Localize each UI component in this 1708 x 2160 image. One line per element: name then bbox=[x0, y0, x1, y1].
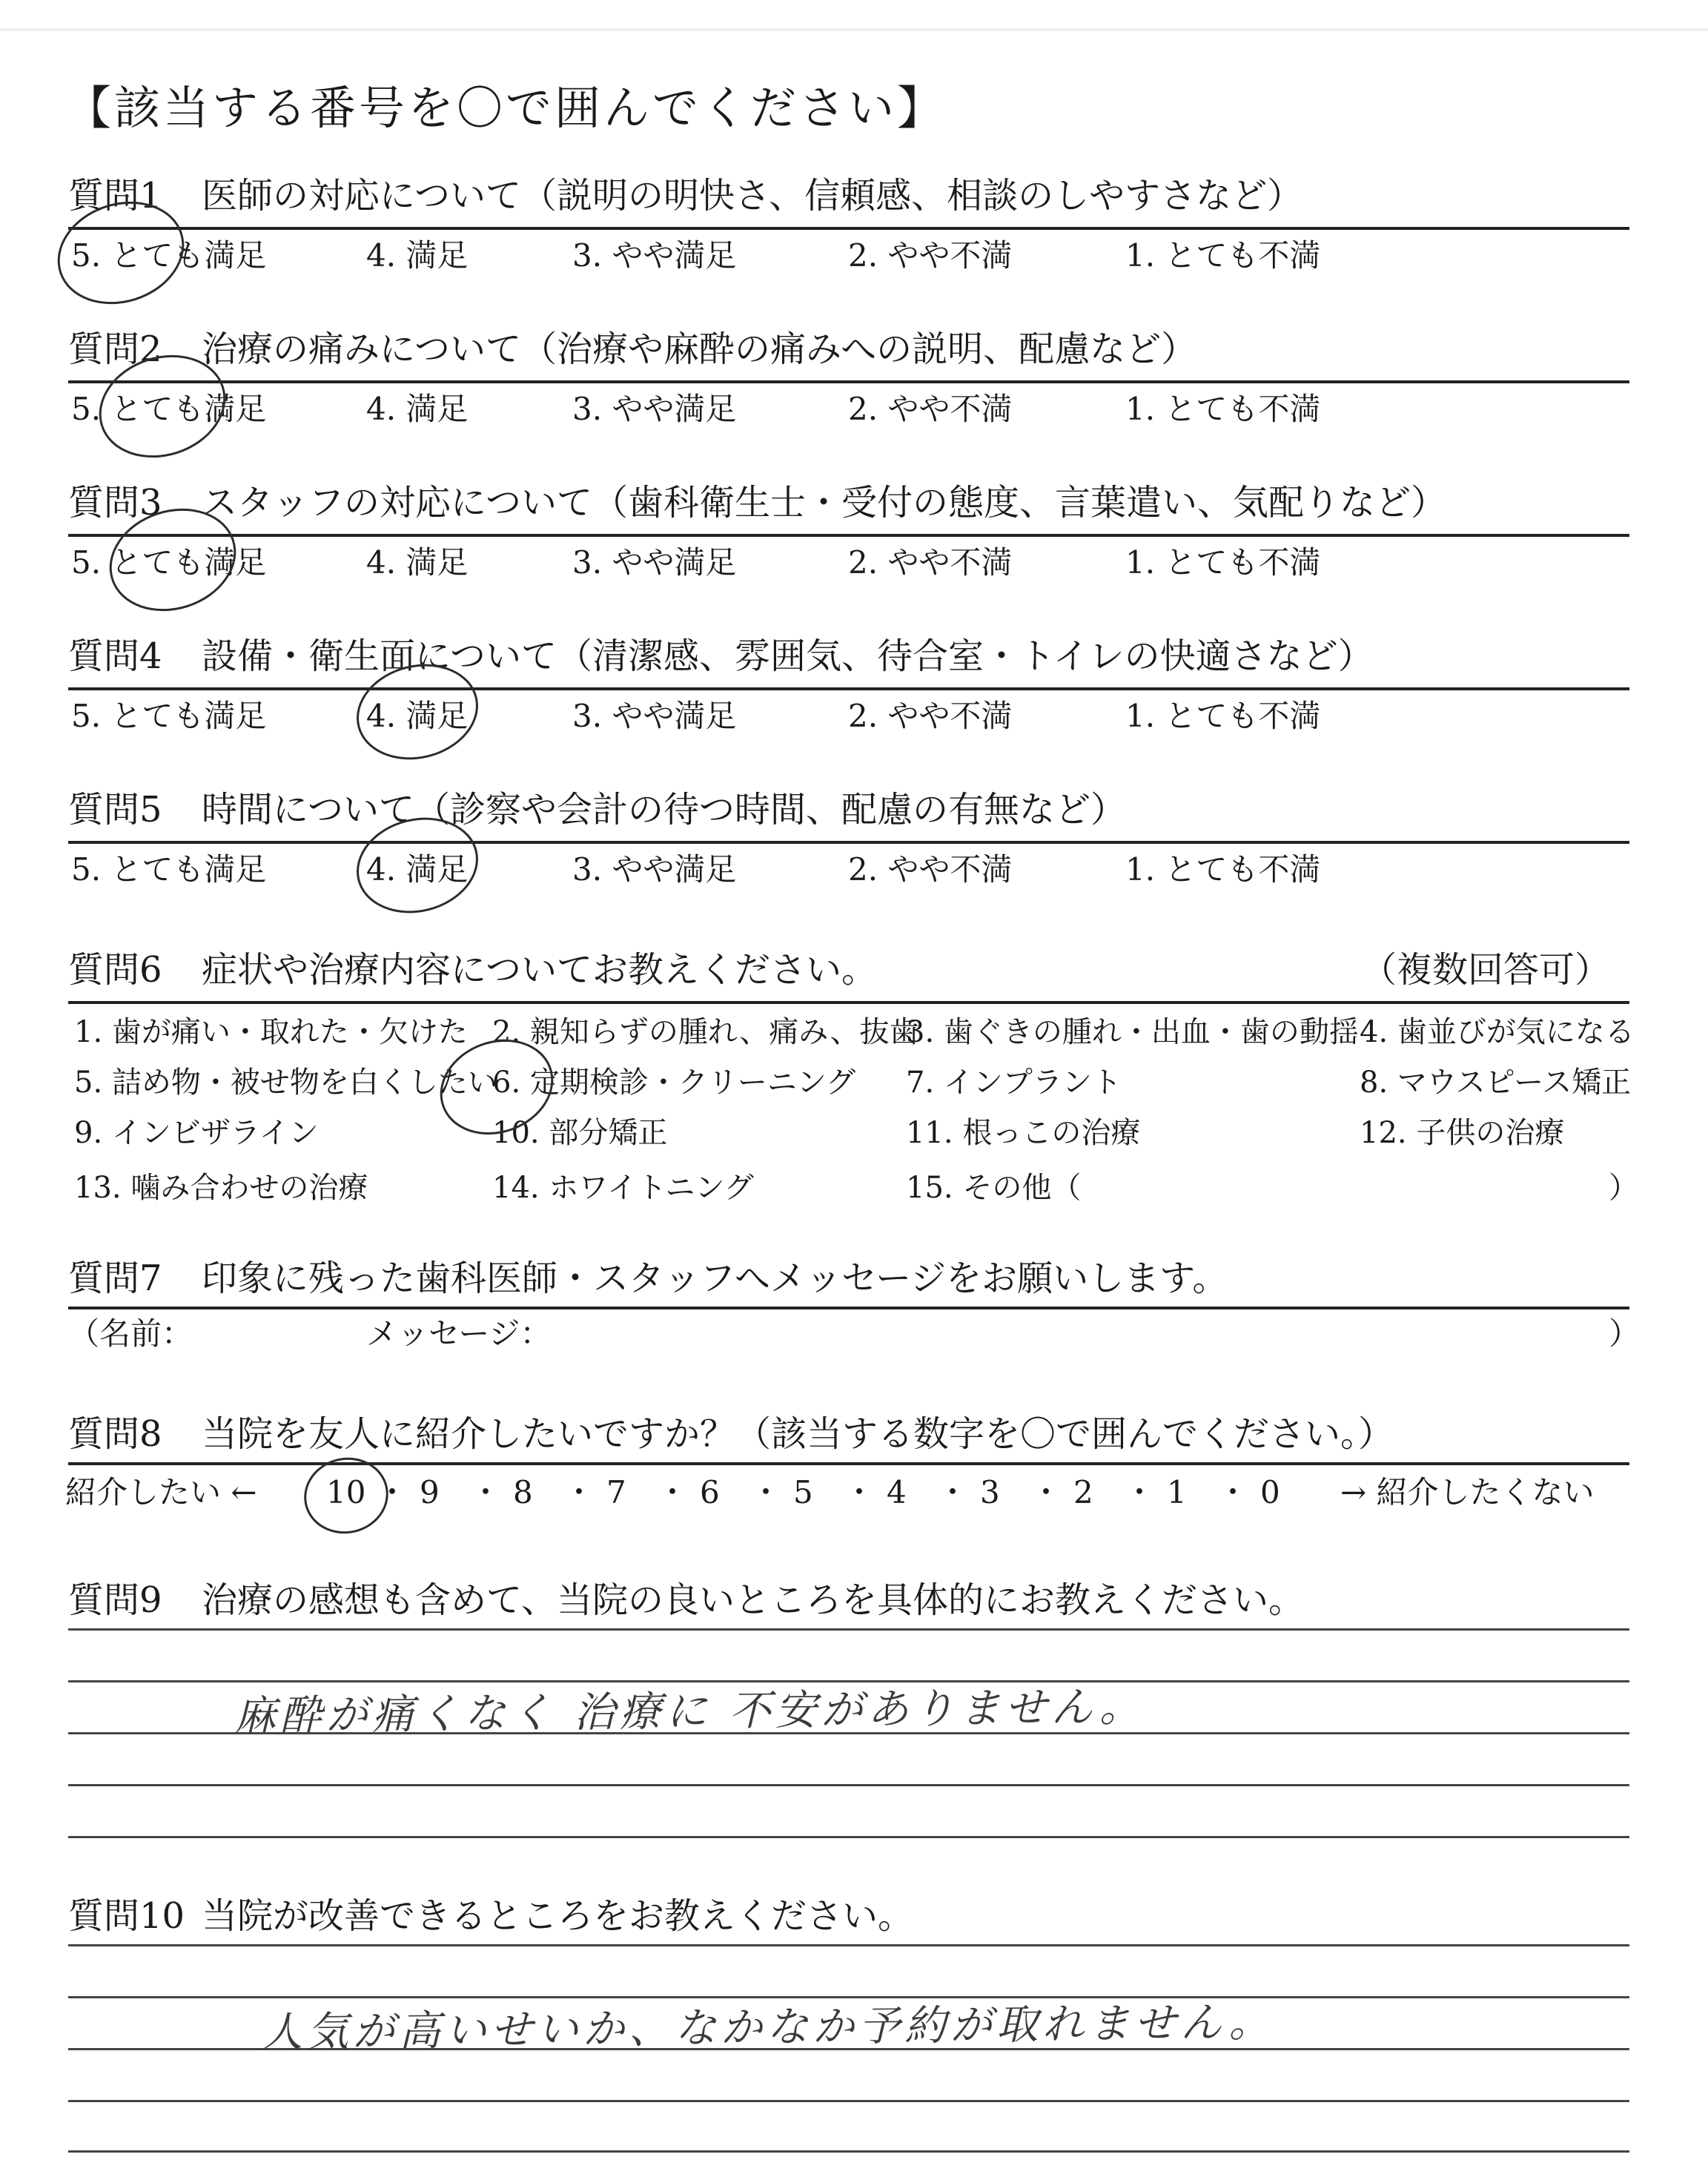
q6-number: 質問6 bbox=[68, 949, 162, 991]
q10-text: 当院が改善できるところをお教えください。 bbox=[202, 1895, 914, 1937]
q8-separator: ・ bbox=[844, 1474, 875, 1510]
scan-top-edge bbox=[0, 28, 1708, 31]
q3-rule bbox=[68, 534, 1629, 537]
q4-option-5[interactable]: 5. とても満足 bbox=[71, 698, 267, 734]
q6-rule bbox=[68, 1001, 1629, 1004]
q8-rule bbox=[68, 1462, 1629, 1465]
q5-number: 質問5 bbox=[68, 789, 162, 830]
q8-separator: ・ bbox=[1030, 1474, 1062, 1510]
q6-multiple-note: （複数回答可） bbox=[1361, 949, 1611, 991]
q6-option-5[interactable]: 5. 詰め物・被せ物を白くしたい bbox=[74, 1066, 497, 1100]
q6-option-2[interactable]: 2. 親知らずの腫れ、痛み、抜歯 bbox=[492, 1015, 919, 1049]
q10-heading bbox=[68, 1895, 914, 1937]
q8-score-5[interactable]: 5 bbox=[793, 1474, 813, 1510]
q10-line-4 bbox=[68, 2100, 1629, 2102]
q4-option-1[interactable]: 1. とても不満 bbox=[1125, 698, 1321, 734]
q3-option-3[interactable]: 3. やや満足 bbox=[572, 544, 737, 581]
q8-separator: ・ bbox=[377, 1474, 408, 1510]
q8-separator: ・ bbox=[1124, 1474, 1156, 1510]
q2-option-1[interactable]: 1. とても不満 bbox=[1125, 391, 1321, 427]
q1-text: 医師の対応について（説明の明快さ、信頼感、相談のしやすさなど） bbox=[202, 175, 1303, 217]
q6-option-13[interactable]: 13. 噛み合わせの治療 bbox=[74, 1171, 368, 1205]
q8-score-3[interactable]: 3 bbox=[980, 1474, 1000, 1510]
q4-heading bbox=[68, 635, 1374, 677]
q1-heading bbox=[68, 175, 1303, 217]
q6-text: 症状や治療内容についてお教えください。 bbox=[202, 949, 878, 991]
q8-number: 質問8 bbox=[68, 1413, 162, 1455]
q7-message-label: メッセージ： bbox=[366, 1315, 552, 1352]
q8-left-label: 紹介したい ← bbox=[65, 1474, 257, 1510]
q6-other-close: ） bbox=[1609, 1171, 1638, 1205]
q5-rule bbox=[68, 841, 1629, 844]
q8-separator: ・ bbox=[750, 1474, 782, 1510]
q9-handwritten-answer: 麻酔が痛くなく 治療に 不安がありません。 bbox=[234, 1682, 1146, 1741]
q3-option-2[interactable]: 2. やや不満 bbox=[848, 544, 1013, 581]
q8-separator: ・ bbox=[563, 1474, 595, 1510]
q2-option-5[interactable]: 5. とても満足 bbox=[71, 391, 267, 427]
q8-right-label: → 紹介したくない bbox=[1340, 1474, 1595, 1510]
q10-line-5 bbox=[68, 2150, 1629, 2153]
q8-score-2[interactable]: 2 bbox=[1073, 1474, 1093, 1510]
q1-option-1[interactable]: 1. とても不満 bbox=[1125, 237, 1321, 274]
q5-option-5[interactable]: 5. とても満足 bbox=[71, 851, 267, 888]
q7-text: 印象に残った歯科医師・スタッフへメッセージをお願いします。 bbox=[202, 1258, 1228, 1299]
q2-option-2[interactable]: 2. やや不満 bbox=[848, 391, 1013, 427]
q4-option-4[interactable]: 4. 満足 bbox=[366, 698, 469, 734]
q2-rule bbox=[68, 380, 1629, 383]
q4-rule bbox=[68, 687, 1629, 690]
q8-heading bbox=[68, 1413, 1394, 1455]
q8-score-8[interactable]: 8 bbox=[513, 1474, 533, 1510]
form-title: 【該当する番号を〇で囲んでください】 bbox=[65, 81, 947, 135]
q9-line-1 bbox=[68, 1628, 1629, 1631]
q6-option-9[interactable]: 9. インビザライン bbox=[74, 1116, 319, 1150]
q9-line-4 bbox=[68, 1784, 1629, 1786]
q2-option-4[interactable]: 4. 満足 bbox=[366, 391, 469, 427]
q3-option-4[interactable]: 4. 満足 bbox=[366, 544, 469, 581]
q10-line-1 bbox=[68, 1944, 1629, 1946]
q8-separator: ・ bbox=[657, 1474, 689, 1510]
q2-option-3[interactable]: 3. やや満足 bbox=[572, 391, 737, 427]
q6-option-12[interactable]: 12. 子供の治療 bbox=[1360, 1116, 1565, 1150]
q9-text: 治療の感想も含めて、当院の良いところを具体的にお教えください。 bbox=[202, 1579, 1305, 1621]
q3-option-5[interactable]: 5. とても満足 bbox=[71, 544, 267, 581]
q6-option-4[interactable]: 4. 歯並びが気になる bbox=[1360, 1015, 1635, 1049]
q8-text: 当院を友人に紹介したいですか？（該当する数字を〇で囲んでください。） bbox=[202, 1413, 1394, 1455]
q2-heading bbox=[68, 328, 1197, 370]
q5-option-4[interactable]: 4. 満足 bbox=[366, 851, 469, 888]
q7-name-label: （名前： bbox=[68, 1315, 193, 1352]
q8-score-6[interactable]: 6 bbox=[700, 1474, 720, 1510]
q7-rule bbox=[68, 1307, 1629, 1309]
q8-score-10[interactable]: 10 bbox=[326, 1474, 366, 1510]
q1-option-5[interactable]: 5. とても満足 bbox=[71, 237, 267, 274]
q6-option-11[interactable]: 11. 根っこの治療 bbox=[906, 1116, 1141, 1150]
q2-number: 質問2 bbox=[68, 328, 162, 370]
q5-heading bbox=[68, 789, 1127, 830]
q5-option-2[interactable]: 2. やや不満 bbox=[848, 851, 1013, 888]
q1-rule bbox=[68, 227, 1629, 230]
q5-text: 時間について（診察や会計の待つ時間、配慮の有無など） bbox=[202, 789, 1127, 830]
q4-text: 設備・衛生面について（清潔感、雰囲気、待合室・トイレの快適さなど） bbox=[202, 635, 1374, 677]
q9-line-5 bbox=[68, 1836, 1629, 1838]
q3-option-1[interactable]: 1. とても不満 bbox=[1125, 544, 1321, 581]
q3-text: スタッフの対応について（歯科衛生士・受付の態度、言葉遣い、気配りなど） bbox=[202, 482, 1447, 524]
q9-number: 質問9 bbox=[68, 1579, 162, 1621]
q10-number: 質問10 bbox=[68, 1895, 185, 1937]
q3-number: 質問3 bbox=[68, 482, 162, 524]
q6-option-7[interactable]: 7. インプラント bbox=[906, 1066, 1122, 1100]
q6-option-14[interactable]: 14. ホワイトニング bbox=[492, 1171, 754, 1205]
q1-option-4[interactable]: 4. 満足 bbox=[366, 237, 469, 274]
q8-score-0[interactable]: 0 bbox=[1260, 1474, 1280, 1510]
q4-option-2[interactable]: 2. やや不満 bbox=[848, 698, 1013, 734]
q8-score-9[interactable]: 9 bbox=[420, 1474, 440, 1510]
q6-heading bbox=[68, 949, 1611, 991]
q6-option-15[interactable]: 15. その他（ bbox=[906, 1171, 1082, 1205]
q6-option-3[interactable]: 3. 歯ぐきの腫れ・出血・歯の動揺 bbox=[906, 1015, 1359, 1049]
q8-separator: ・ bbox=[470, 1474, 502, 1510]
q8-score-7[interactable]: 7 bbox=[606, 1474, 626, 1510]
q1-number: 質問1 bbox=[68, 175, 162, 217]
q8-score-1[interactable]: 1 bbox=[1167, 1474, 1187, 1510]
q5-option-3[interactable]: 3. やや満足 bbox=[572, 851, 737, 888]
q8-separator: ・ bbox=[937, 1474, 969, 1510]
q4-number: 質問4 bbox=[68, 635, 162, 677]
q9-heading bbox=[68, 1579, 1305, 1621]
q5-option-1[interactable]: 1. とても不満 bbox=[1125, 851, 1321, 888]
q6-option-1[interactable]: 1. 歯が痛い・取れた・欠けた bbox=[74, 1015, 468, 1049]
q10-handwritten-answer: 人気が高いせいか、なかなか予約が取れません。 bbox=[260, 1998, 1275, 2058]
q3-heading bbox=[68, 482, 1447, 524]
q8-score-4[interactable]: 4 bbox=[887, 1474, 907, 1510]
q6-option-10[interactable]: 10. 部分矯正 bbox=[492, 1116, 668, 1150]
q4-option-3[interactable]: 3. やや満足 bbox=[572, 698, 737, 734]
q2-text: 治療の痛みについて（治療や麻酔の痛みへの説明、配慮など） bbox=[202, 328, 1197, 370]
q1-option-3[interactable]: 3. やや満足 bbox=[572, 237, 737, 274]
q1-option-2[interactable]: 2. やや不満 bbox=[848, 237, 1013, 274]
q7-close: ） bbox=[1609, 1315, 1641, 1352]
q6-option-8[interactable]: 8. マウスピース矯正 bbox=[1360, 1066, 1632, 1100]
q7-heading bbox=[68, 1258, 1228, 1299]
q7-number: 質問7 bbox=[68, 1258, 162, 1299]
q8-separator: ・ bbox=[1217, 1474, 1249, 1510]
q6-option-6[interactable]: 6. 定期検診・クリーニング bbox=[492, 1066, 856, 1100]
